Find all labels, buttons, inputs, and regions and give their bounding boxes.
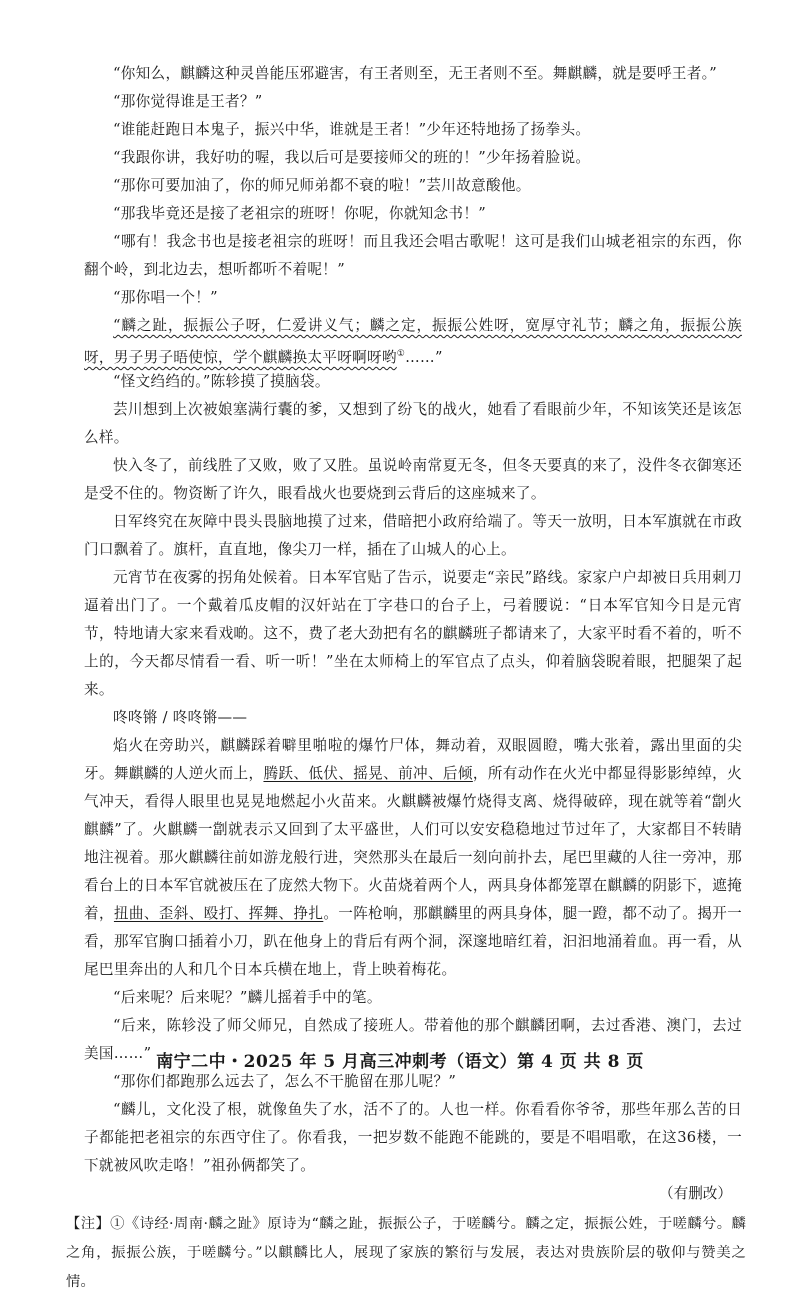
paragraph: 元宵节在夜雾的拐角处候着。日本军官贴了告示，说要走“亲民”路线。家家户户却被日兵用刺刀逼着出门了。一个戴着瓜皮帽的汉奸站在丁字巷口的台子上，弓着腰说：“日本军官知今日是元宵节，特地请大家来看戏啲。这不，费了老大劲把有名的麒麟班子都请来了，大家平时看不着的，听不上的，今天都尽情看一看、听一听！”坐在太师椅上的军官点了点头，仰着脑袋睨着眼，把腿架了起来。 (84, 569, 742, 698)
paragraph: “你知么，麒麟这种灵兽能压邪避害，有王者则至，无王者则不至。舞麒麟，就是要呼王者。” (113, 65, 717, 82)
paragraph: “后来，陈轸没了师父师兄，自然成了接班人。带着他的那个麒麟团啊，去过香港、澳门，去过美国……” (84, 1017, 742, 1062)
paragraph: 快入冬了，前线胜了又败，败了又胜。虽说岭南常夏无冬，但冬天要真的来了，没件冬衣御寒还是受不住的。物资断了许久，眼看战火也要烧到云背后的这座城来了。 (84, 457, 742, 502)
paragraph: “那你觉得谁是王者？” (113, 93, 263, 110)
paragraph: “后来呢？后来呢？”麟儿摇着手中的笔。 (113, 989, 382, 1006)
paragraph: “麟儿，文化没了根，就像鱼失了水，活不了的。人也一样。你看看你爷爷，那些年那么苦的日子都能把老祖宗的东西守住了。你看我，一把岁数不能跑不能跳的，要是不唱唱歌，在这36楼，一下就被风吹走咯！”祖孙俩都笑了。 (84, 1101, 742, 1174)
text-span: 焰火在旁助兴，麒麟踩着噼里啪啦的爆竹尸体，舞动着，双眼圆瞪，嘴大张着，露出里面的尖牙。舞麒麟的人逆火而上， (84, 737, 742, 782)
paragraph: “那你唱一个！” (113, 289, 218, 306)
underlined-actions-2: 扭曲、歪斜、殴打、挥舞、挣扎 (113, 905, 324, 922)
paragraph: “那你们都跑那么远去了，怎么不干脆留在那儿呢？” (113, 1073, 457, 1090)
page-footer: 南宁二中・2025 年 5 月高三冲刺考（语文）第 4 页 共 8 页 (156, 1052, 644, 1072)
footnote-marker: ① (396, 349, 406, 359)
paragraph: “那我毕竟还是接了老祖宗的班呀！你呢，你就知念书！” (113, 205, 486, 222)
edited-mark: （有删改） (659, 1185, 732, 1202)
song-paragraph (84, 312, 742, 372)
sound-line: 咚咚锵 / 咚咚锵—— (113, 709, 248, 726)
text-span: 。一阵枪响，那麒麟里的两具身体，腿一蹬，都不动了。揭开一看，那军官胸口插着小刀，趴在他身上的背后有两个洞，深邃地暗红着，汩汩地涌着血。再一看，从尾巴里奔出的人和几个日本兵横在地上，背上映着梅花。 (84, 905, 743, 978)
song-lyrics: “麟之趾，振振公子呀，仁爱讲义气；麟之定，振振公姓呀，宽厚守礼节；麟之角，振振公族呀，男子男子晤使惊，学个麒麟换太平呀啊呀哟 (84, 317, 742, 366)
paragraph: “怪文绉绉的。”陈轸摸了摸脑袋。 (113, 373, 330, 390)
text-span: ，所有动作在火光中都显得影影绰绰，火气冲天，看得人眼里也晃晃地燃起小火苗来。火麒麟被爆竹烧得支离、烧得破碎，现在就等着“劏火麒麟”了。火麒麟一劏就表示又回到了太平盛世，人们可以安安稳稳地过节过年了，大家都目不转睛地注视着。那火麒麟往前如游龙般行进，突然那头在最后一刻向前扑去，尾巴里藏的人往一旁冲，那看台上的日本军官就被压在了庞然大物下。火苗烧着两个人，两具身体都笼罩在麒麟的阴影下，遮掩着， (84, 765, 742, 922)
song-ellipsis: ……” (405, 348, 443, 366)
underlined-actions-1: 腾跃、低伏、摇晃、前冲、后倾 (263, 765, 473, 782)
paragraph: “那你可要加油了，你的师兄师弟都不衰的啦！”芸川故意酸他。 (113, 177, 531, 194)
paragraph: 日军终究在灰障中畏头畏脑地摸了过来，借暗把小政府给端了。等天一放明，日本军旗就在市政门口飘着了。旗杆，直直地，像尖刀一样，插在了山城人的心上。 (84, 513, 742, 558)
paragraph: “我跟你讲，我好叻的喔，我以后可是要接师父的班的！”少年扬着脸说。 (113, 149, 591, 166)
paragraph: “谁能赶跑日本鬼子，振兴中华，谁就是王者！”少年还特地扬了扬拳头。 (113, 121, 591, 138)
footnote: 【注】①《诗经·周南·麟之趾》原诗为“麟之趾，振振公子，于嗟麟兮。麟之定，振振公姓，于嗟麟兮。麟之角，振振公族，于嗟麟兮。”以麒麟比人，展现了家族的繁衍与发展，表达对贵族阶层的敬仰与赞美之情。 (66, 1216, 746, 1290)
paragraph: “哪有！我念书也是接老祖宗的班呀！而且我还会唱古歌呢！这可是我们山城老祖宗的东西，你翻个岭，到北边去，想听都听不着呢！” (84, 233, 742, 278)
paragraph: 芸川想到上次被娘塞满行囊的爹，又想到了纷飞的战火，她看了看眼前少年，不知该笑还是该怎么样。 (84, 401, 742, 446)
paragraph-fire-qilin (84, 732, 742, 984)
